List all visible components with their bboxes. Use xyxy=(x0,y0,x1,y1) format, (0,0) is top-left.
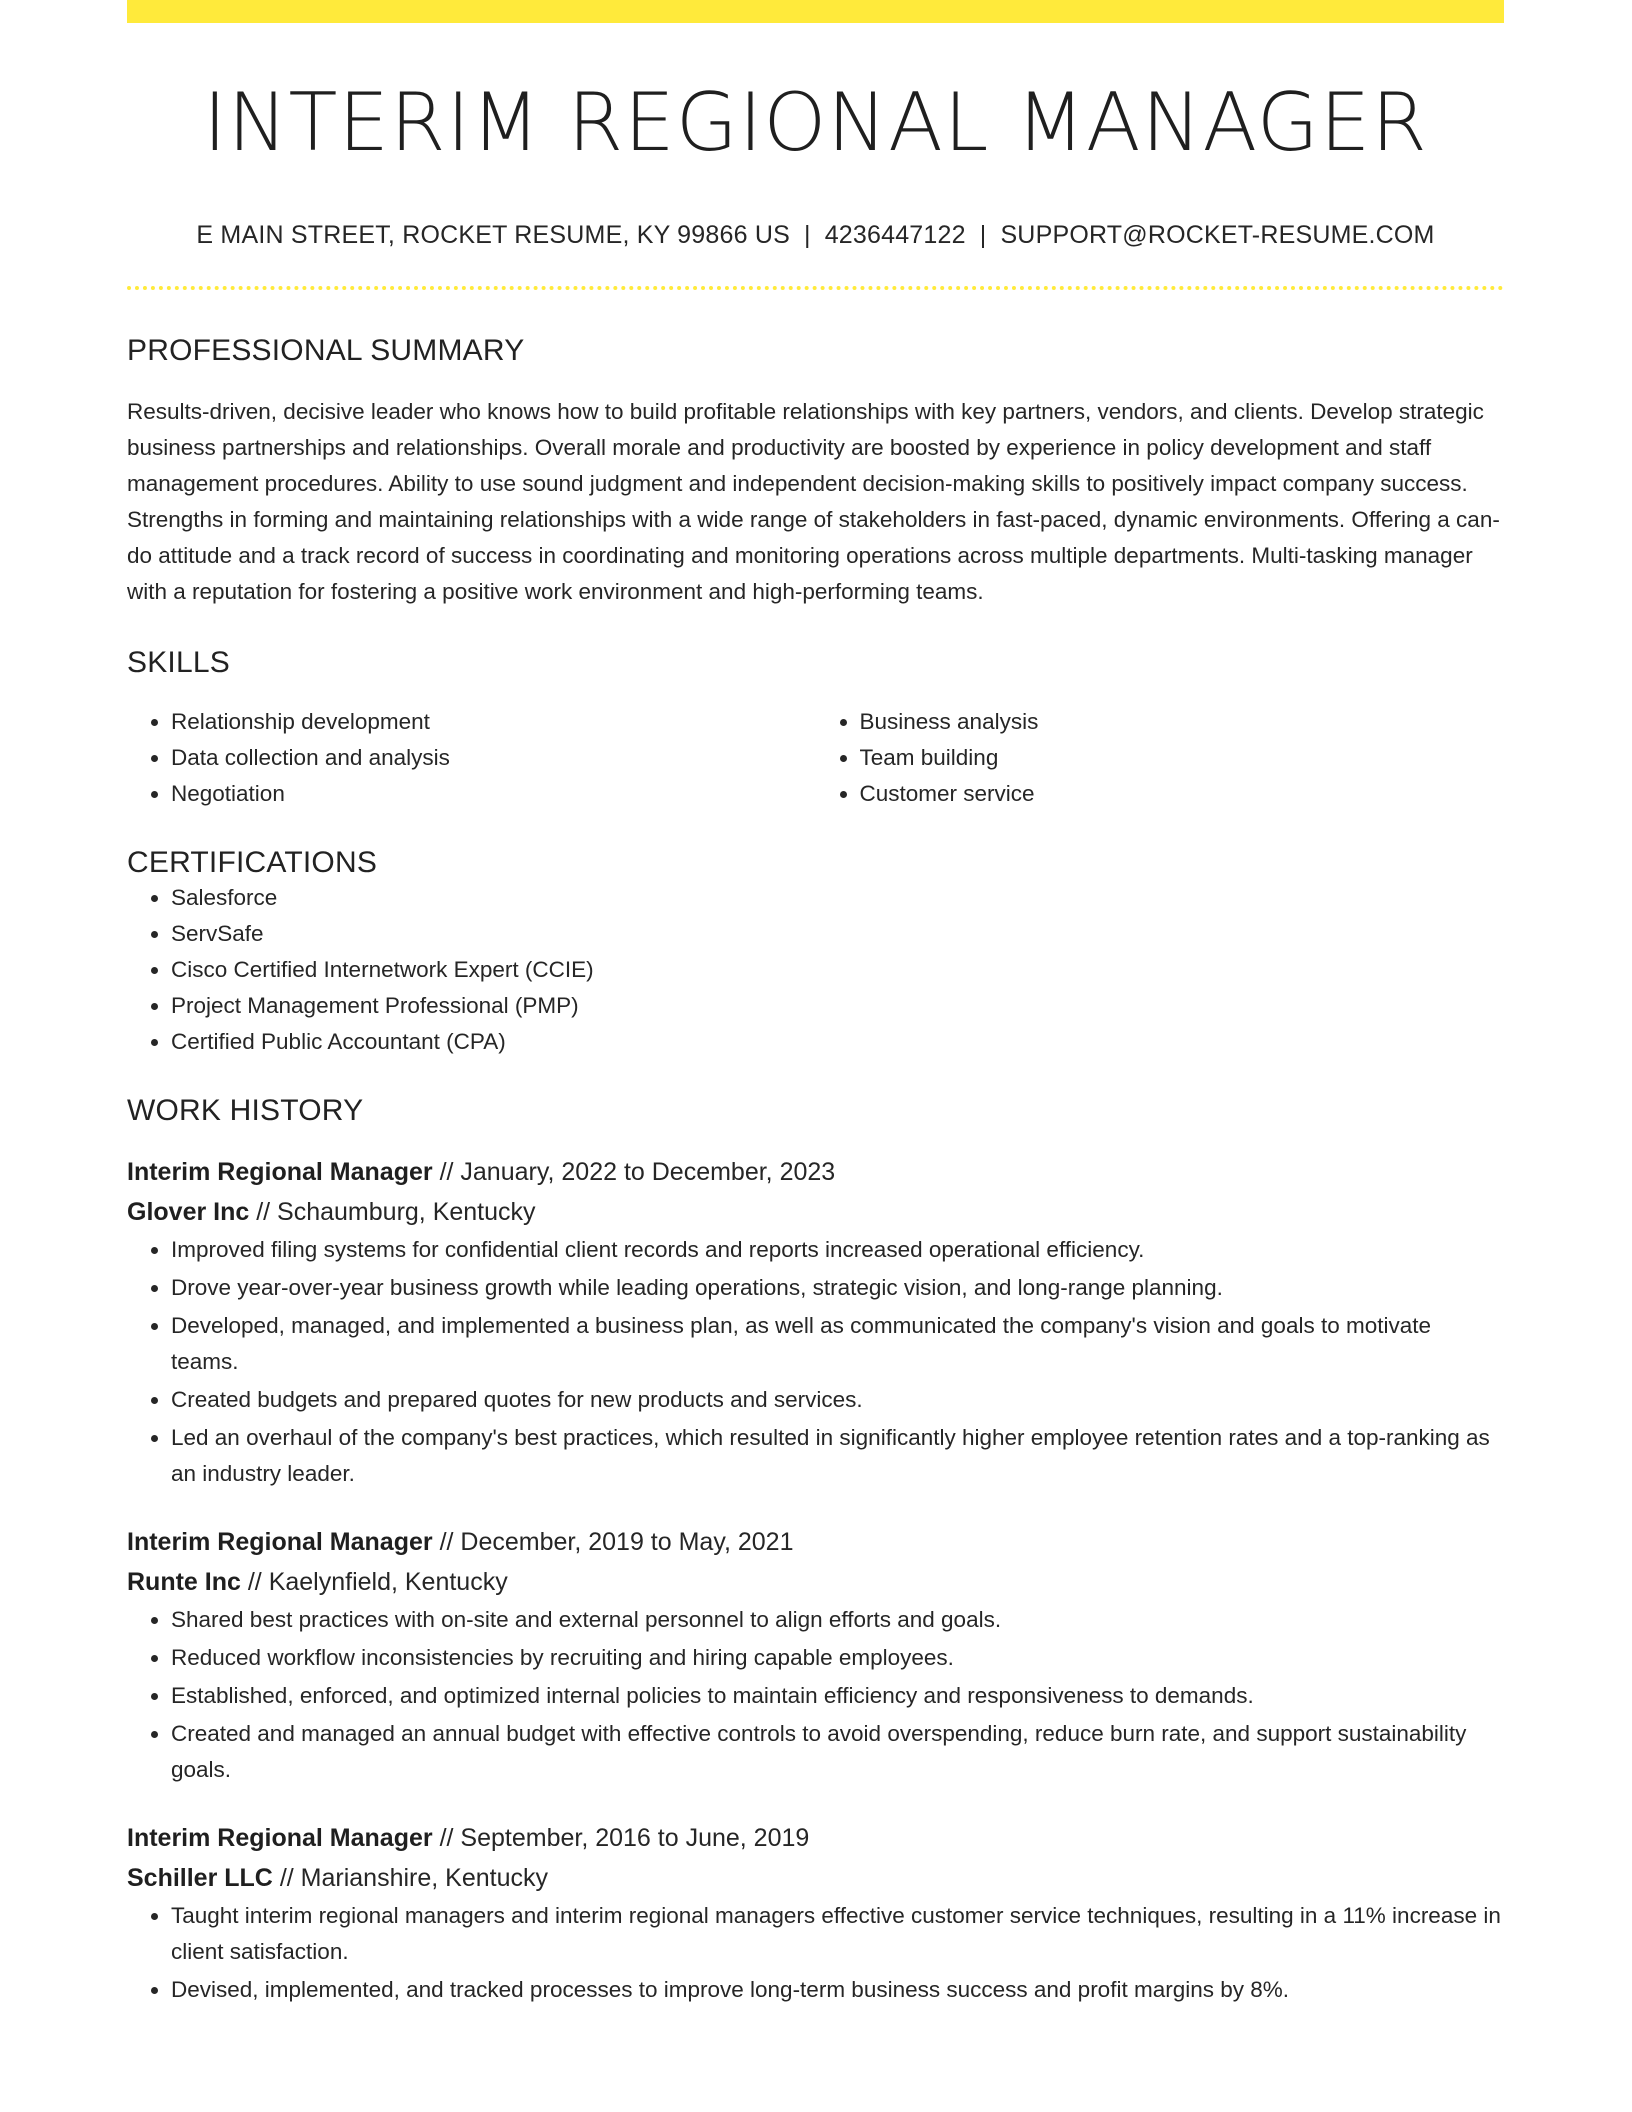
skill-item: • Team building xyxy=(860,740,1505,776)
job-company-line xyxy=(127,1562,1504,1602)
certification-item: • ServSafe xyxy=(171,916,1504,952)
job-entry xyxy=(127,1818,1504,2008)
job-company: Glover Inc xyxy=(127,1198,250,1226)
skills-column-left xyxy=(127,704,816,812)
skill-item: • Negotiation xyxy=(171,776,816,812)
job-bullet: • Reduced workflow inconsistencies by recruiting and hiring capable employees. xyxy=(171,1640,1504,1676)
job-role-line xyxy=(127,1522,1504,1562)
job-entry xyxy=(127,1152,1504,1492)
certification-item: • Salesforce xyxy=(171,880,1504,916)
resume-page xyxy=(127,0,1504,2010)
job-bullet: • Improved filing systems for confidential client records and reports increased operational efficiency. xyxy=(171,1232,1504,1268)
job-location: // Kaelynfield, Kentucky xyxy=(240,1568,508,1596)
job-role-line xyxy=(127,1152,1504,1192)
skill-item: • Relationship development xyxy=(171,704,816,740)
job-bullets xyxy=(127,1232,1504,1492)
job-company-line xyxy=(127,1192,1504,1232)
skills-column-right xyxy=(816,704,1505,812)
job-bullet: • Taught interim regional managers and interim regional managers effective customer service techniques, resulting in a 11% increase in client satisfaction. xyxy=(171,1898,1504,1970)
job-dates: // January, 2022 to December, 2023 xyxy=(432,1158,836,1186)
certification-item: • Cisco Certified Internetwork Expert (CCIE) xyxy=(171,952,1504,988)
skill-item: • Business analysis xyxy=(860,704,1505,740)
job-dates: // September, 2016 to June, 2019 xyxy=(432,1824,810,1852)
certification-item: • Certified Public Accountant (CPA) xyxy=(171,1024,1504,1060)
job-bullets xyxy=(127,1898,1504,2008)
summary-text: Results-driven, decisive leader who knows how to build profitable relationships with key partners, vendors, and clients. Develop strategic business partnerships and relationships. Overall morale and productivity are boosted by experience in policy development and staff management procedures. Ability to use sound judgment and independent decision-making skills to positively impact company success. Strengths in forming and maintaining relationships with a wide range of stakeholders in fast-paced, dynamic environments. Offering a can-do attitude and a track record of success in coordinating and monitoring operations across multiple departments. Multi-tasking manager with a reputation for fostering a positive work environment and high-performing teams. xyxy=(127,399,1500,604)
contact-email: SUPPORT@ROCKET-RESUME.COM xyxy=(1000,221,1435,249)
header-divider xyxy=(127,286,1504,290)
job-bullet: • Devised, implemented, and tracked processes to improve long-term business success and profit margins by 8%. xyxy=(171,1972,1504,2008)
job-bullet: • Drove year-over-year business growth while leading operations, strategic vision, and long-range planning. xyxy=(171,1270,1504,1306)
top-accent-bar xyxy=(127,0,1504,23)
job-role: Interim Regional Manager xyxy=(127,1528,433,1556)
skill-item: • Data collection and analysis xyxy=(171,740,816,776)
job-role: Interim Regional Manager xyxy=(127,1158,433,1186)
contact-separator: | xyxy=(803,221,811,249)
job-bullets xyxy=(127,1602,1504,1788)
job-role-line xyxy=(127,1818,1504,1858)
job-company-line xyxy=(127,1858,1504,1898)
job-company: Schiller LLC xyxy=(127,1864,273,1892)
skills-heading: SKILLS xyxy=(127,646,230,679)
job-bullet: • Developed, managed, and implemented a business plan, as well as communicated the company's vision and goals to motivate teams. xyxy=(171,1308,1504,1380)
summary-heading: PROFESSIONAL SUMMARY xyxy=(127,334,525,367)
contact-line xyxy=(127,221,1504,250)
job-bullet: • Established, enforced, and optimized internal policies to maintain efficiency and responsiveness to demands. xyxy=(171,1678,1504,1714)
resume-name-title: INTERIM REGIONAL MANAGER xyxy=(203,76,1428,169)
job-dates: // December, 2019 to May, 2021 xyxy=(432,1528,794,1556)
job-bullet: • Created budgets and prepared quotes for new products and services. xyxy=(171,1382,1504,1418)
job-bullet: • Shared best practices with on-site and external personnel to align efforts and goals. xyxy=(171,1602,1504,1638)
job-role: Interim Regional Manager xyxy=(127,1824,433,1852)
work-history-heading: WORK HISTORY xyxy=(127,1094,364,1127)
certification-item: • Project Management Professional (PMP) xyxy=(171,988,1504,1024)
skills-list xyxy=(127,704,1504,812)
job-entry xyxy=(127,1522,1504,1788)
certifications-heading: CERTIFICATIONS xyxy=(127,846,378,879)
job-bullet: • Led an overhaul of the company's best practices, which resulted in significantly higher employee retention rates and a top-ranking as an industry leader. xyxy=(171,1420,1504,1492)
job-location: // Marianshire, Kentucky xyxy=(272,1864,548,1892)
skill-item: • Customer service xyxy=(860,776,1505,812)
contact-separator: | xyxy=(979,221,987,249)
job-company: Runte Inc xyxy=(127,1568,241,1596)
contact-address: E MAIN STREET, ROCKET RESUME, KY 99866 US xyxy=(196,221,790,249)
job-location: // Schaumburg, Kentucky xyxy=(249,1198,536,1226)
contact-phone: 4236447122 xyxy=(824,221,966,249)
job-bullet: • Created and managed an annual budget with effective controls to avoid overspending, reduce burn rate, and support sustainability goals. xyxy=(171,1716,1504,1788)
certifications-list xyxy=(127,880,1504,1060)
